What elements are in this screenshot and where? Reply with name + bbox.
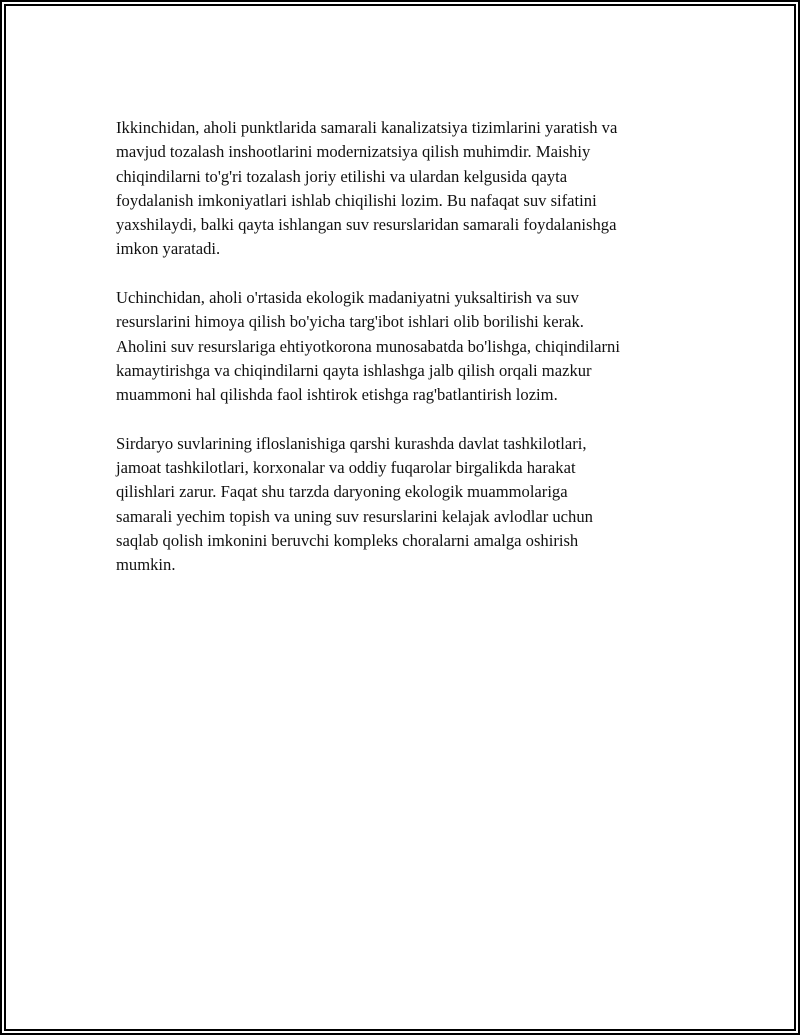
text-line: Sirdaryo suvlarining ifloslanishiga qarshi kurashda davlat tashkilotlari, (116, 433, 587, 453)
document-body (116, 116, 686, 602)
text-line: mumkin. (116, 555, 176, 575)
text-line: qilishlari zarur. Faqat shu tarzda daryoning ekologik muammolariga (116, 482, 568, 502)
text-line: yaxshilaydi, balki qayta ishlangan suv resurslaridan samarali foydalanishga (116, 215, 617, 235)
text-line: Uchinchidan, aholi o'rtasida ekologik madaniyatni yuksaltirish va suv (116, 288, 579, 308)
text-line: imkon yaratadi. (116, 239, 221, 259)
text-line: foydalanish imkoniyatlari ishlab chiqilishi lozim. Bu nafaqat suv sifatini (116, 190, 597, 210)
text-line: chiqindilarni to'g'ri tozalash joriy etilishi va ulardan kelgusida qayta (116, 166, 568, 186)
text-line: kamaytirishga va chiqindilarni qayta ishlashga jalb qilish orqali mazkur (116, 360, 592, 380)
paragraph-sirdaryo (116, 432, 686, 578)
paragraph-uchinchidan (116, 286, 686, 407)
text-line: saqlab qolish imkonini beruvchi kompleks choralarni amalga oshirish (116, 531, 579, 551)
text-line: mavjud tozalash inshootlarini modernizatsiya qilish muhimdir. Maishiy (116, 142, 591, 162)
text-line: muammoni hal qilishda faol ishtirok etishga rag'batlantirish lozim. (116, 385, 558, 405)
paragraph-ikkinchidan (116, 116, 686, 262)
text-line: samarali yechim topish va uning suv resurslarini kelajak avlodlar uchun (116, 506, 593, 526)
text-line: Aholini suv resurslariga ehtiyotkorona munosabatda bo'lishga, chiqindilarni (116, 336, 620, 356)
text-line: jamoat tashkilotlari, korxonalar va oddiy fuqarolar birgalikda harakat (116, 458, 576, 478)
text-line: Ikkinchidan, aholi punktlarida samarali kanalizatsiya tizimlarini yaratish va (116, 118, 618, 137)
text-line: resurslarini himoya qilish bo'yicha targ'ibot ishlari olib borilishi kerak. (116, 312, 584, 332)
